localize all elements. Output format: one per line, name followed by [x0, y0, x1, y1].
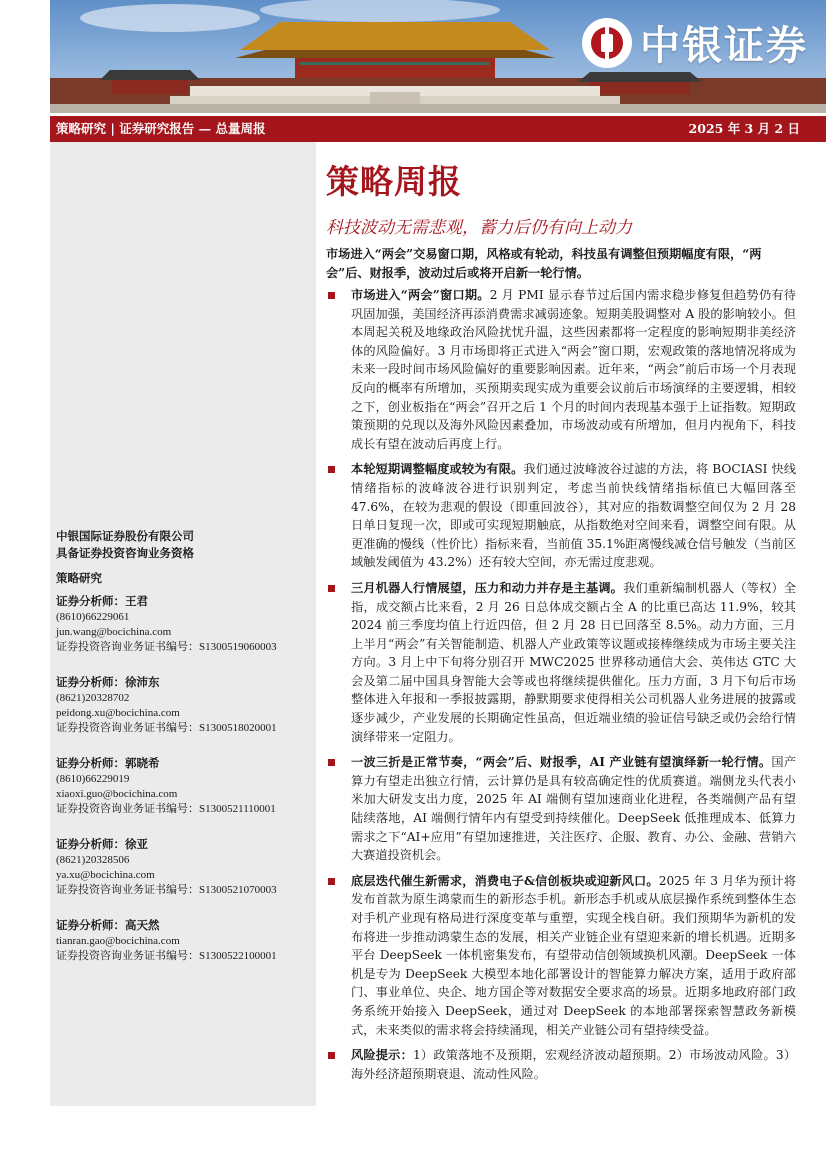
square-bullet-icon	[328, 1052, 335, 1059]
logo-text: 中银证券	[640, 23, 808, 69]
company-name: 中银国际证券股份有限公司	[56, 529, 194, 543]
square-bullet-icon	[328, 292, 335, 299]
analyst-block	[56, 918, 312, 964]
bullet-heading: 风险提示：	[351, 1048, 413, 1063]
summary-intro: 市场进入“两会”交易窗口期，风格或有轮动，科技虽有调整但预期幅度有限，“两会”后、财报季，波动过后或将开启新一轮行情。	[326, 247, 762, 280]
analyst-block	[56, 594, 312, 655]
divider	[50, 1106, 826, 1107]
analyst-cert: 证券投资咨询业务证书编号：S1300521110001	[56, 803, 276, 815]
bullet-body: 国产算力有望走出独立行情，云计算仍是具有较高确定性的优质赛道。端侧龙头代表小米加大研发支出力度，2025 年 AI 端侧有望加速商业化进程，各类端侧产品有望陆续落地，AI 端侧行情年内有望受到持续催化。DeepSeek 低推理成本、低算力需求之下“AI+应用”有望加速推进，关注医疗、企服、教育、办公、金融、营销六大赛道投资机会。	[351, 755, 797, 863]
square-bullet-icon	[328, 759, 335, 766]
analyst-name: 证券分析师：高天然	[56, 918, 160, 932]
analyst-cert: 证券投资咨询业务证书编号：S1300521070003	[56, 884, 277, 896]
analyst-phone: (8610)66229061	[56, 611, 130, 623]
analyst-phone: (8610)66229019	[56, 773, 130, 785]
company-qualification: 具备证券投资咨询业务资格	[56, 546, 194, 560]
bullet-body: 1）政策落地不及预期，宏观经济波动超预期。2）市场波动风险。3）海外经济超预期衰退、流动性风险。	[351, 1048, 797, 1081]
header-banner	[50, 0, 826, 113]
page-title: 策略周报	[326, 162, 462, 201]
analyst-name: 证券分析师：徐亚	[56, 837, 148, 851]
analyst-cert: 证券投资咨询业务证书编号：S1300522100001	[56, 950, 277, 962]
list-item	[326, 460, 796, 572]
square-bullet-icon	[328, 585, 335, 592]
analyst-block	[56, 837, 312, 898]
square-bullet-icon	[328, 878, 335, 885]
bullet-body: 2 月 PMI 显示春节过后国内需求稳步修复但趋势仍有待巩固加强，美国经济再添消费需求减弱迹象。短期美股调整对 A 股的影响较小。但本周起关税及地缘政治风险扰忧升温，这些因素都将一定程度的影响短期非美经济体的风险偏好。3 月市场即将正式进入“两会”窗口期，宏观政策的落地情况将成为未来一段时间市场风险偏好的重要影响因素。近年来，“两会”前后市场一个月表现反向的概率有所增加，买预期卖现实成为重要会议前后市场演绎的主要逻辑，相较之下，创业板指在“两会”召开之后 1 个月的时间内表现基本强于上证指数。短期政策预期的兑现以及海外风险因素叠加，市场波动或有所增加，但月内视角下，科技成长有望在波动后再度上行。	[351, 288, 796, 451]
analyst-email[interactable]: peidong.xu@bocichina.com	[56, 707, 180, 719]
bullet-heading: 本轮短期调整幅度或较为有限。	[351, 462, 524, 477]
report-category-bar	[50, 116, 826, 142]
list-item	[326, 579, 796, 746]
list-item	[326, 1046, 796, 1083]
bullet-heading: 市场进入“两会”窗口期。	[351, 288, 490, 302]
list-item	[326, 872, 796, 1039]
report-category: 策略研究 | 证券研究报告 — 总量周报	[56, 121, 266, 136]
list-item	[326, 286, 796, 453]
analyst-name: 证券分析师：郭晓希	[56, 756, 160, 770]
bullet-body: 我们重新编制机器人（等权）全指，成交额占比来看，2 月 26 日总体成交额占全 A 的比重已高达 11.9%，较其 2024 前三季度均值上行近四倍，但 2 月 28 日已回落至 8.5%。动力方面，三月上半月“两会”有关智能制造、机器人产业政策等议题或接棒继续成为市场主要关注方向。3 月上中下旬将分别召开 MWC2025 世界移动通信大会、英伟达 GTC 大会及第二届中国具身智能大会等或也将继续提供催化。压力方面，3 月下旬后市场整体进入年报和一季报披露期，静默期要求使得相关公司机器人业务进展的披露或逐步减少，产业发展的长期确定性虽高，但近端业绩的验证信号缺乏或仍会给行情演绎带来一定阻力。	[351, 580, 797, 744]
square-bullet-icon	[328, 466, 335, 473]
analyst-info	[56, 528, 312, 964]
analyst-email[interactable]: jun.wang@bocichina.com	[56, 626, 172, 638]
analyst-cert: 证券投资咨询业务证书编号：S1300518020001	[56, 722, 277, 734]
bullet-heading: 三月机器人行情展望，压力和动力并存是主基调。	[351, 580, 624, 595]
company-logo	[582, 14, 808, 71]
key-points-list	[326, 286, 796, 1090]
analyst-email[interactable]: ya.xu@bocichina.com	[56, 869, 155, 881]
bullet-body: 2025 年 3 月华为预计将发布首款为原生鸿蒙而生的新形态手机。新形态手机或从底层操作系统到整体生态对手机产业现有格局进行深度变革与重塑，实现全栈自研。我们预期华为新机的发布将进一步推动鸿蒙生态的发展，相关产业链企业有望迎来新的增长机遇。近期多平台 DeepSeek 一体机密集发布，有望带动信创领域换机风潮。DeepSeek 一体机是专为 DeepSeek 大模型本地化部署设计的智能算力解决方案，适用于政府部门、事业单位、央企、地方国企等对数据安全要求高的场景。近期多地政府部门政务系统开始接入 DeepSeek，通过对 DeepSeek 的本地部署探索智慧政务新模式，未来类似的需求将会持续涌现，相关产业链公司有望持续受益。	[351, 873, 796, 1037]
page-subtitle: 科技波动无需悲观，蓄力后仍有向上动力	[326, 218, 632, 238]
list-item	[326, 753, 796, 865]
bank-of-china-logo-icon	[582, 18, 632, 68]
analyst-name: 证券分析师：徐沛东	[56, 675, 160, 689]
analyst-name: 证券分析师：王君	[56, 594, 148, 608]
analyst-email[interactable]: xiaoxi.guo@bocichina.com	[56, 788, 178, 800]
bullet-heading: 底层迭代催生新需求，消费电子&信创板块或迎新风口。	[351, 873, 659, 888]
report-date: 2025 年 3 月 2 日	[688, 121, 800, 136]
sidebar	[50, 142, 316, 1106]
analyst-block	[56, 756, 312, 817]
analyst-phone: (8621)20328506	[56, 854, 130, 866]
bullet-body: 我们通过波峰波谷过滤的方法，将 BOCIASI 快线情绪指标的波峰波谷进行识别判定，考虑当前快线情绪指标值已大幅回落至 47.6%，在较为悲观的假设（即重回波谷），其对应的指数调整空间仅为 2 月 28 日单日复现一次，即或可实现短期触底，从指数绝对空间来看，调整空间有限。从更准确的慢线（性价比）指标来看，当前值 35.1%距离慢线减仓信号触发（当前区域触发阈值为 43.2%）还有较大空间，亦无需过度悲观。	[351, 462, 797, 570]
department: 策略研究	[56, 571, 102, 585]
bullet-heading: 一波三折是正常节奏，“两会”后、财报季，AI 产业链有望演绎新一轮行情。	[351, 755, 772, 770]
analyst-cert: 证券投资咨询业务证书编号：S1300519060003	[56, 641, 277, 653]
analyst-block	[56, 675, 312, 736]
analyst-email[interactable]: tianran.gao@bocichina.com	[56, 935, 180, 947]
analyst-phone: (8621)20328702	[56, 692, 130, 704]
